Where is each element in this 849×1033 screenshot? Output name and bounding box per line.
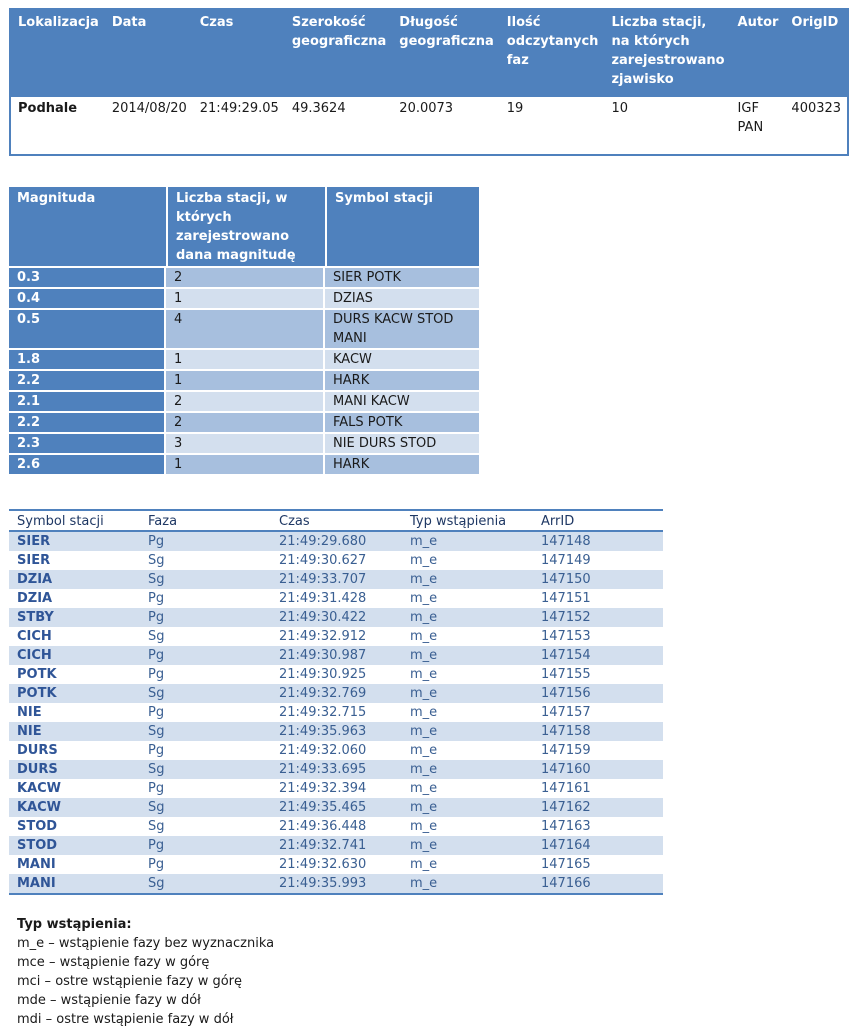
magnitude-station-count: 1 bbox=[166, 350, 325, 369]
magnitude-stations: DZIAS bbox=[325, 289, 479, 308]
phase: Sg bbox=[140, 684, 271, 703]
magnitude-station-count: 4 bbox=[166, 310, 325, 348]
onset-type: m_e bbox=[402, 779, 533, 798]
event-station-count: 10 bbox=[604, 97, 730, 154]
station-symbol: STOD bbox=[9, 817, 140, 836]
arrid: 147166 bbox=[533, 874, 663, 893]
arrivals-row bbox=[9, 646, 663, 665]
arrivals-row bbox=[9, 532, 663, 551]
station-symbol: DURS bbox=[9, 760, 140, 779]
phase: Sg bbox=[140, 798, 271, 817]
phase: Sg bbox=[140, 817, 271, 836]
arrid: 147161 bbox=[533, 779, 663, 798]
arrivals-row bbox=[9, 817, 663, 836]
arrivals-row bbox=[9, 760, 663, 779]
onset-type: m_e bbox=[402, 665, 533, 684]
arrival-time: 21:49:30.925 bbox=[271, 665, 402, 684]
arrival-time: 21:49:32.060 bbox=[271, 741, 402, 760]
magnitude-stations: SIER POTK bbox=[325, 268, 479, 287]
station-symbol: DZIA bbox=[9, 589, 140, 608]
onset-type: m_e bbox=[402, 646, 533, 665]
station-symbol: KACW bbox=[9, 798, 140, 817]
event-header-cell: Szerokość geograficzna bbox=[285, 10, 392, 97]
arrival-time: 21:49:35.465 bbox=[271, 798, 402, 817]
phase: Pg bbox=[140, 665, 271, 684]
arrivals-header-cell: ArrID bbox=[533, 511, 663, 532]
magnitude-row bbox=[9, 310, 479, 348]
arrid: 147152 bbox=[533, 608, 663, 627]
phase: Pg bbox=[140, 589, 271, 608]
arrival-time: 21:49:36.448 bbox=[271, 817, 402, 836]
arrival-time: 21:49:31.428 bbox=[271, 589, 402, 608]
arrival-time: 21:49:32.394 bbox=[271, 779, 402, 798]
arrival-time: 21:49:32.769 bbox=[271, 684, 402, 703]
onset-type: m_e bbox=[402, 608, 533, 627]
arrival-time: 21:49:30.627 bbox=[271, 551, 402, 570]
magnitude-row bbox=[9, 434, 479, 453]
arrival-time: 21:49:29.680 bbox=[271, 532, 402, 551]
magnitude-stations: KACW bbox=[325, 350, 479, 369]
magnitude-value: 2.6 bbox=[9, 455, 166, 474]
arrivals-row bbox=[9, 836, 663, 855]
arrivals-header-cell: Czas bbox=[271, 511, 402, 532]
arrid: 147148 bbox=[533, 532, 663, 551]
magnitude-station-count: 3 bbox=[166, 434, 325, 453]
event-row bbox=[11, 97, 847, 154]
arrid: 147158 bbox=[533, 722, 663, 741]
magnitude-row bbox=[9, 350, 479, 369]
arrivals-row bbox=[9, 684, 663, 703]
magnitude-value: 0.4 bbox=[9, 289, 166, 308]
station-symbol: MANI bbox=[9, 855, 140, 874]
legend-title: Typ wstąpienia: bbox=[17, 917, 132, 932]
station-symbol: DZIA bbox=[9, 570, 140, 589]
event-header-cell: Liczba stacji, na których zarejestrowano zjawisko bbox=[604, 10, 730, 97]
arrival-time: 21:49:32.715 bbox=[271, 703, 402, 722]
event-phase-count: 19 bbox=[500, 97, 605, 154]
magnitude-value: 1.8 bbox=[9, 350, 166, 369]
magnitude-row bbox=[9, 392, 479, 411]
arrivals-table bbox=[9, 509, 663, 895]
arrivals-header-cell: Faza bbox=[140, 511, 271, 532]
magnitude-header-cell: Magnituda bbox=[9, 187, 166, 266]
arrivals-row bbox=[9, 589, 663, 608]
magnitude-row bbox=[9, 268, 479, 287]
event-header-cell: Długość geograficzna bbox=[392, 10, 499, 97]
onset-type: m_e bbox=[402, 589, 533, 608]
arrival-time: 21:49:32.741 bbox=[271, 836, 402, 855]
magnitude-stations: FALS POTK bbox=[325, 413, 479, 432]
arrid: 147153 bbox=[533, 627, 663, 646]
event-header-row bbox=[11, 10, 847, 97]
onset-type: m_e bbox=[402, 532, 533, 551]
arrivals-row bbox=[9, 627, 663, 646]
arrid: 147162 bbox=[533, 798, 663, 817]
legend-item: mci – ostre wstąpienie fazy w górę bbox=[17, 974, 243, 989]
event-date: 2014/08/20 bbox=[105, 97, 193, 154]
arrivals-row bbox=[9, 570, 663, 589]
onset-type: m_e bbox=[402, 798, 533, 817]
event-latitude: 49.3624 bbox=[285, 97, 392, 154]
magnitude-table bbox=[9, 185, 479, 476]
onset-type: m_e bbox=[402, 855, 533, 874]
arrid: 147156 bbox=[533, 684, 663, 703]
arrid: 147150 bbox=[533, 570, 663, 589]
event-header-cell: Lokalizacja bbox=[11, 10, 105, 97]
event-table bbox=[9, 8, 849, 156]
arrivals-row bbox=[9, 798, 663, 817]
arrid: 147159 bbox=[533, 741, 663, 760]
event-time: 21:49:29.05 bbox=[193, 97, 285, 154]
arrivals-row bbox=[9, 855, 663, 874]
arrivals-row bbox=[9, 874, 663, 893]
onset-type: m_e bbox=[402, 741, 533, 760]
event-header-cell: Ilość odczytanych faz bbox=[500, 10, 605, 97]
event-header-cell: OrigID bbox=[784, 10, 847, 97]
station-symbol: DURS bbox=[9, 741, 140, 760]
arrival-time: 21:49:33.695 bbox=[271, 760, 402, 779]
arrivals-row bbox=[9, 779, 663, 798]
onset-type: m_e bbox=[402, 817, 533, 836]
station-symbol: STBY bbox=[9, 608, 140, 627]
arrival-time: 21:49:32.912 bbox=[271, 627, 402, 646]
arrivals-header-row bbox=[9, 511, 663, 532]
station-symbol: SIER bbox=[9, 551, 140, 570]
onset-type: m_e bbox=[402, 722, 533, 741]
magnitude-stations: DURS KACW STOD MANI bbox=[325, 310, 479, 348]
magnitude-stations: MANI KACW bbox=[325, 392, 479, 411]
phase: Pg bbox=[140, 608, 271, 627]
arrival-time: 21:49:35.963 bbox=[271, 722, 402, 741]
magnitude-station-count: 1 bbox=[166, 455, 325, 474]
magnitude-value: 2.2 bbox=[9, 371, 166, 390]
magnitude-row bbox=[9, 371, 479, 390]
arrival-time: 21:49:32.630 bbox=[271, 855, 402, 874]
arrid: 147154 bbox=[533, 646, 663, 665]
arrival-time: 21:49:30.987 bbox=[271, 646, 402, 665]
station-symbol: CICH bbox=[9, 627, 140, 646]
station-symbol: KACW bbox=[9, 779, 140, 798]
phase: Sg bbox=[140, 551, 271, 570]
magnitude-station-count: 2 bbox=[166, 392, 325, 411]
magnitude-station-count: 2 bbox=[166, 413, 325, 432]
magnitude-value: 0.5 bbox=[9, 310, 166, 348]
magnitude-value: 2.3 bbox=[9, 434, 166, 453]
magnitude-row bbox=[9, 289, 479, 308]
station-symbol: CICH bbox=[9, 646, 140, 665]
onset-type: m_e bbox=[402, 836, 533, 855]
event-header-cell: Czas bbox=[193, 10, 285, 97]
magnitude-value: 0.3 bbox=[9, 268, 166, 287]
station-symbol: SIER bbox=[9, 532, 140, 551]
onset-type: m_e bbox=[402, 874, 533, 893]
onset-type: m_e bbox=[402, 551, 533, 570]
magnitude-value: 2.1 bbox=[9, 392, 166, 411]
station-symbol: POTK bbox=[9, 684, 140, 703]
arrid: 147164 bbox=[533, 836, 663, 855]
phase: Sg bbox=[140, 722, 271, 741]
arrival-time: 21:49:33.707 bbox=[271, 570, 402, 589]
station-symbol: POTK bbox=[9, 665, 140, 684]
arrival-time: 21:49:35.993 bbox=[271, 874, 402, 893]
arrivals-row bbox=[9, 665, 663, 684]
legend-item: mce – wstąpienie fazy w górę bbox=[17, 955, 210, 970]
event-origid: 400323 bbox=[784, 97, 847, 154]
arrivals-row bbox=[9, 551, 663, 570]
legend-item: mdi – ostre wstąpienie fazy w dół bbox=[17, 1012, 234, 1027]
magnitude-stations: HARK bbox=[325, 371, 479, 390]
onset-type: m_e bbox=[402, 684, 533, 703]
arrivals-row bbox=[9, 703, 663, 722]
magnitude-header-row bbox=[9, 187, 479, 266]
phase: Sg bbox=[140, 874, 271, 893]
arrival-time: 21:49:30.422 bbox=[271, 608, 402, 627]
arrid: 147165 bbox=[533, 855, 663, 874]
onset-type: m_e bbox=[402, 627, 533, 646]
phase: Pg bbox=[140, 779, 271, 798]
station-symbol: STOD bbox=[9, 836, 140, 855]
arrid: 147155 bbox=[533, 665, 663, 684]
station-symbol: MANI bbox=[9, 874, 140, 893]
onset-type: m_e bbox=[402, 703, 533, 722]
arrivals-row bbox=[9, 722, 663, 741]
phase: Sg bbox=[140, 760, 271, 779]
arrivals-header-cell: Symbol stacji bbox=[9, 511, 140, 532]
phase: Pg bbox=[140, 646, 271, 665]
magnitude-station-count: 2 bbox=[166, 268, 325, 287]
magnitude-header-cell: Liczba stacji, w których zarejestrowano dana magnitudę bbox=[166, 187, 325, 266]
phase: Pg bbox=[140, 855, 271, 874]
arrivals-row bbox=[9, 608, 663, 627]
event-header-cell: Autor bbox=[731, 10, 785, 97]
magnitude-value: 2.2 bbox=[9, 413, 166, 432]
station-symbol: NIE bbox=[9, 722, 140, 741]
magnitude-station-count: 1 bbox=[166, 289, 325, 308]
magnitude-row bbox=[9, 455, 479, 474]
arrid: 147157 bbox=[533, 703, 663, 722]
phase: Pg bbox=[140, 532, 271, 551]
phase: Sg bbox=[140, 570, 271, 589]
arrid: 147163 bbox=[533, 817, 663, 836]
event-location: Podhale bbox=[11, 97, 105, 154]
arrivals-row bbox=[9, 741, 663, 760]
legend-item: m_e – wstąpienie fazy bez wyznacznika bbox=[17, 936, 275, 951]
arrid: 147160 bbox=[533, 760, 663, 779]
arrid: 147149 bbox=[533, 551, 663, 570]
event-header-cell: Data bbox=[105, 10, 193, 97]
onset-type: m_e bbox=[402, 760, 533, 779]
event-author: IGF PAN bbox=[731, 97, 785, 154]
phase: Sg bbox=[140, 627, 271, 646]
onset-type: m_e bbox=[402, 570, 533, 589]
magnitude-station-count: 1 bbox=[166, 371, 325, 390]
arrivals-body bbox=[9, 532, 663, 893]
magnitude-stations: NIE DURS STOD bbox=[325, 434, 479, 453]
phase: Pg bbox=[140, 741, 271, 760]
magnitude-header-cell: Symbol stacji bbox=[325, 187, 479, 266]
phase: Pg bbox=[140, 703, 271, 722]
phase: Pg bbox=[140, 836, 271, 855]
arrivals-header-cell: Typ wstąpienia bbox=[402, 511, 533, 532]
event-longitude: 20.0073 bbox=[392, 97, 499, 154]
magnitude-row bbox=[9, 413, 479, 432]
station-symbol: NIE bbox=[9, 703, 140, 722]
legend-item: mde – wstąpienie fazy w dół bbox=[17, 993, 201, 1008]
arrid: 147151 bbox=[533, 589, 663, 608]
magnitude-stations: HARK bbox=[325, 455, 479, 474]
legend bbox=[17, 915, 517, 1029]
